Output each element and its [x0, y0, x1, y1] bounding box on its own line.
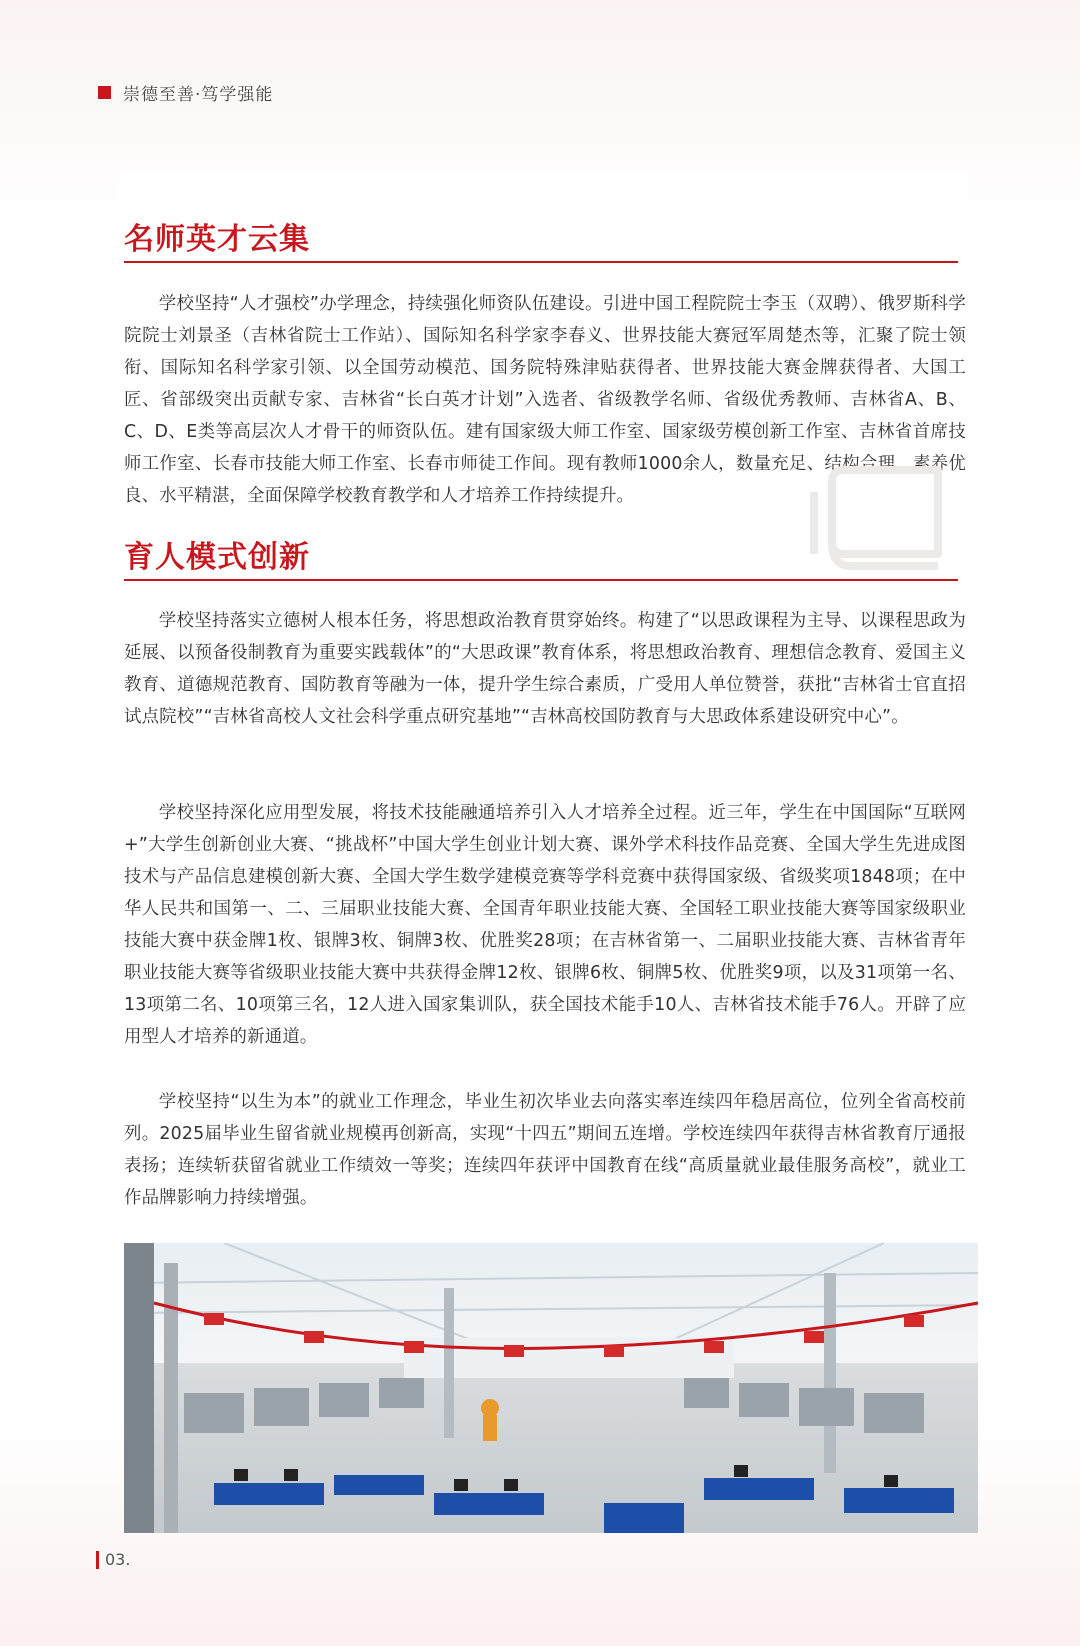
section-divider [124, 579, 958, 581]
training-hall-photo [124, 1243, 978, 1533]
book-icon [810, 462, 944, 574]
education-paragraph-1: 学校坚持落实立德树人根本任务，将思想政治教育贯穿始终。构建了“以思政课程为主导、以课程思政为延展、以预备役制教育为重要实践载体”的“大思政课”教育体系，将思想政治教育、理想信念教育、爱国主义教育、道德规范教育、国防教育等融为一体，提升学生综合素质，广受用人单位赞誉，获批“吉林省士官直招试点院校”“吉林省高校人文社会科学重点研究基地”“吉林高校国防教育与大思政体系建设研究中心”。 [124, 611, 966, 727]
header-square-icon [98, 86, 111, 99]
page-header [98, 80, 273, 105]
section-title-teachers: 名师英才云集 [124, 222, 310, 257]
page-number [96, 1550, 130, 1569]
education-paragraph-2: 学校坚持深化应用型发展，将技术技能融通培养引入人才培养全过程。近三年，学生在中国国际“互联网+”大学生创新创业大赛、“挑战杯”中国大学生创业计划大赛、课外学术科技作品竞赛、全国大学生先进成图技术与产品信息建模创新大赛、全国大学生数学建模竞赛等学科竞赛中获得国家级、省级奖项1848项；在中华人民共和国第一、二、三届职业技能大赛、全国青年职业技能大赛、全国轻工职业技能大赛等国家级职业技能大赛中获金牌1枚、银牌3枚、铜牌3枚、优胜奖28项；在吉林省第一、二届职业技能大赛、吉林省青年职业技能大赛等省级职业技能大赛中共获得金牌12枚、银牌6枚、铜牌5枚、优胜奖9项，以及31项第一名、13项第二名、10项第三名，12人进入国家集训队，获全国技术能手10人、吉林省技术能手76人。开辟了应用型人才培养的新通道。 [124, 803, 966, 1047]
header-slogan: 崇德至善·笃学强能 [123, 85, 274, 105]
section-title-education: 育人模式创新 [124, 540, 310, 575]
page-number-bar [96, 1551, 99, 1569]
education-paragraph-3: 学校坚持“以生为本”的就业工作理念，毕业生初次毕业去向落实率连续四年稳居高位，位列全省高校前列。2025届毕业生留省就业规模再创新高，实现“十四五”期间五连增。学校连续四年获得吉林省教育厅通报表扬；连续斩获留省就业工作绩效一等奖；连续四年获评中国教育在线“高质量就业最佳服务高校”，就业工作品牌影响力持续增强。 [124, 1092, 966, 1208]
teachers-paragraph: 学校坚持“人才强校”办学理念，持续强化师资队伍建设。引进中国工程院院士李玉（双聘）、俄罗斯科学院院士刘景圣（吉林省院士工作站）、国际知名科学家李春义、世界技能大赛冠军周楚杰等，汇聚了院士领衔、国际知名科学家引领、以全国劳动模范、国务院特殊津贴获得者、世界技能大赛金牌获得者、大国工匠、省部级突出贡献专家、吉林省“长白英才计划”入选者、省级教学名师、省级优秀教师、吉林省A、B、C、D、E类等高层次人才骨干的师资队伍。建有国家级大师工作室、国家级劳模创新工作室、吉林省首席技师工作室、长春市技能大师工作室、长春市师徒工作间。现有教师1000余人，数量充足、结构合理、素养优良、水平精湛，全面保障学校教育教学和人才培养工作持续提升。 [124, 294, 966, 506]
section-divider [124, 261, 958, 263]
page-number-text: 03. [105, 1550, 131, 1569]
